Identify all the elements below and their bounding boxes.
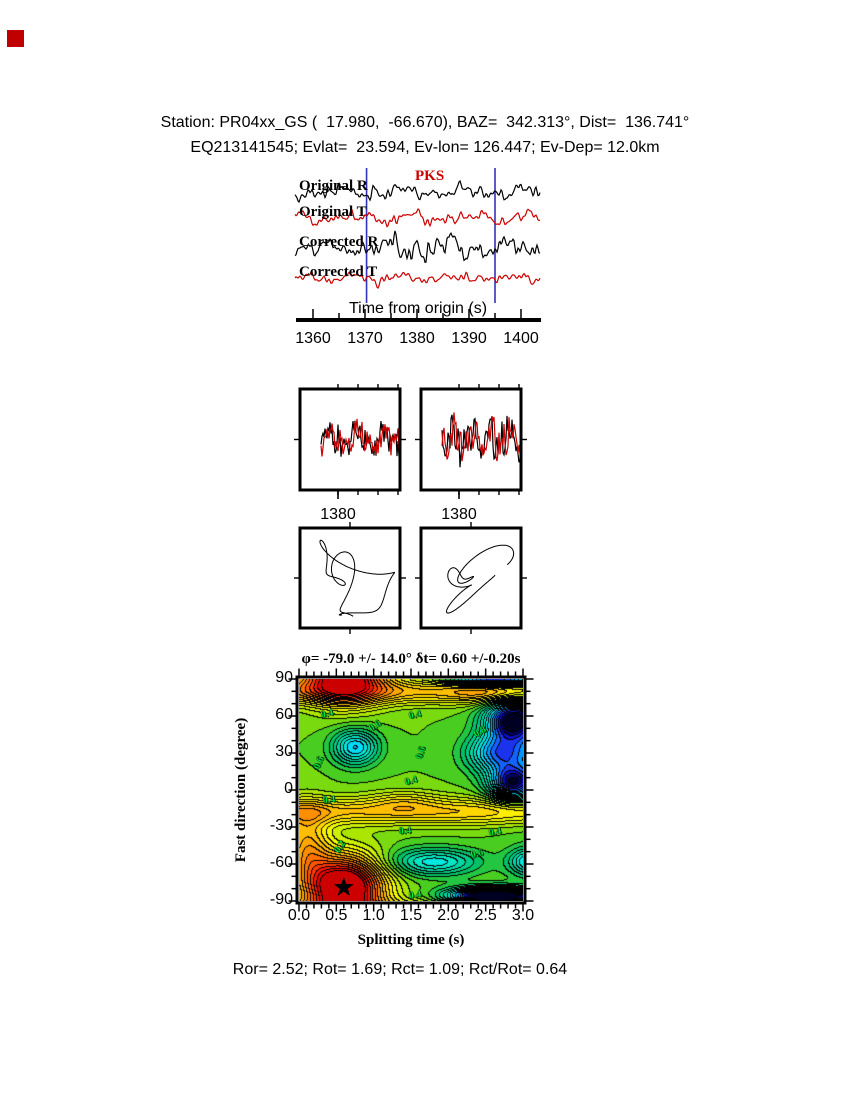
- trace-label-0: Original R: [299, 178, 368, 194]
- time-axis-tick-label: 1400: [503, 330, 539, 347]
- x-tick-label: 2.0: [437, 907, 460, 924]
- compare-trace-black: [321, 412, 417, 457]
- trace-label-1: Original T: [299, 204, 367, 220]
- y-tick-label: -60: [269, 854, 293, 871]
- phase-label: PKS: [415, 168, 445, 184]
- contour-label: 0.4: [398, 824, 412, 837]
- best-fit-star: [334, 877, 354, 896]
- time-axis-tick-label: 1360: [295, 330, 331, 347]
- y-tick-label: 90: [275, 669, 293, 686]
- compare-panel: [280, 372, 550, 524]
- time-axis-tick-label: 1370: [347, 330, 383, 347]
- contour-label: 0.6: [413, 745, 428, 761]
- x-tick-label: 2.5: [474, 907, 497, 924]
- y-tick-label: 30: [275, 743, 293, 760]
- contour-label: 0.4: [320, 706, 335, 721]
- contour-label: 0.6: [311, 755, 327, 771]
- stats-line: Ror= 2.52; Rot= 1.69; Rct= 1.09; Rct/Rot= 0.64: [232, 961, 568, 978]
- contour-title: φ= -79.0 +/- 14.0° δt= 0.60 +/-0.20s: [301, 651, 521, 667]
- compare-tick-label: 1380: [441, 506, 477, 523]
- y-tick-label: -30: [269, 817, 293, 834]
- compare-box: [300, 389, 400, 490]
- particle-box: [421, 528, 521, 628]
- y-tick-label: 60: [275, 706, 293, 723]
- contour-label: 0.4: [407, 888, 422, 902]
- x-axis-title: Splitting time (s): [357, 932, 465, 948]
- contour-label: 0.6: [469, 847, 485, 862]
- y-axis-title: Fast direction (degree): [233, 717, 249, 863]
- y-tick-label: -90: [269, 891, 293, 908]
- contour-label: 0.4: [403, 774, 419, 789]
- x-tick-label: 0.5: [325, 907, 348, 924]
- contour-label: 0.2: [331, 838, 349, 855]
- contour-label: 0.4: [487, 825, 502, 839]
- x-tick-label: 0.0: [287, 907, 311, 924]
- particle-motion-panel: [280, 520, 550, 638]
- contour-label: 0.6: [366, 717, 384, 734]
- time-axis-bar: [296, 318, 541, 322]
- trace-label-2: Corrected R: [299, 234, 379, 250]
- x-tick-label: 3.0: [511, 907, 535, 924]
- waveform-panel: [295, 166, 541, 306]
- compare-tick-label: 1380: [320, 506, 356, 523]
- header-line-1: Station: PR04xx_GS ( 17.980, -66.670), BAZ= 342.313°, Dist= 136.741°: [160, 114, 690, 131]
- particle-trace: [320, 540, 395, 616]
- contour-label: 0.8: [471, 724, 488, 740]
- y-tick-label: 0: [284, 780, 293, 797]
- contour-label: 0.4: [322, 793, 336, 806]
- trace-label-3: Corrected T: [299, 264, 378, 280]
- particle-trace: [447, 545, 514, 613]
- contour-label: 0.4: [407, 708, 422, 722]
- time-axis-tick-label: 1380: [399, 330, 435, 347]
- x-tick-label: 1.5: [399, 907, 423, 924]
- x-tick-label: 1.0: [362, 907, 385, 924]
- corner-marker: [7, 30, 24, 47]
- time-axis-title: Time from origin (s): [348, 300, 488, 317]
- time-axis-tick-label: 1390: [451, 330, 487, 347]
- header-line-2: EQ213141545; Evlat= 23.594, Ev-lon= 126.447; Ev-Dep= 12.0km: [190, 139, 660, 156]
